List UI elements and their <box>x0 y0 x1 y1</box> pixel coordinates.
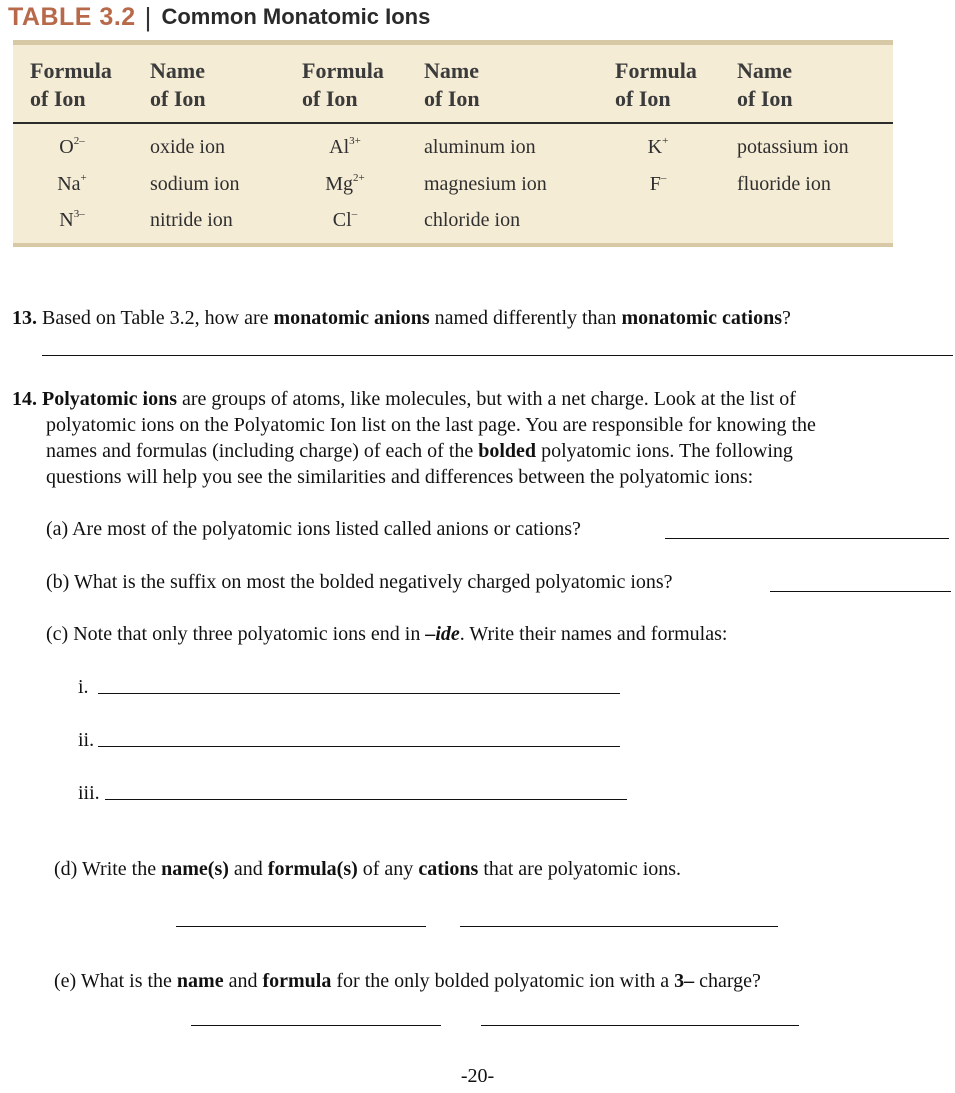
ion-name: sodium ion <box>150 173 240 195</box>
ion-name: fluoride ion <box>737 173 831 195</box>
table-title <box>8 0 430 34</box>
table-title-separator: | <box>144 1 152 32</box>
header-formula-3: Formula of Ion <box>615 58 697 111</box>
answer-line-14c-iii[interactable] <box>105 799 627 800</box>
ion-formula: Na+ <box>57 172 87 195</box>
table-bottom-border <box>13 243 893 247</box>
answer-line-14a[interactable] <box>665 538 949 539</box>
question-14d: (d) Write the name(s) and formula(s) of any cations that are polyatomic ions. <box>54 858 682 880</box>
ion-formula: Cl– <box>332 208 358 231</box>
ion-formula: $Al^{3+}$ <box>329 135 361 158</box>
ion-name: chloride ion <box>424 209 521 231</box>
table-top-border <box>13 40 893 45</box>
question-14e: (e) What is the name and formula for the only bolded polyatomic ion with a 3– charge? <box>54 970 761 992</box>
answer-line-14b[interactable] <box>770 591 951 592</box>
ion-formula: $O^{2-}$ <box>59 135 85 158</box>
header-formula-2: Formula of Ion <box>302 58 384 111</box>
page-number: -20- <box>460 1065 495 1087</box>
answer-line-14d-formula[interactable] <box>460 926 778 927</box>
header-name-3: Name of Ion <box>737 58 793 111</box>
table-label: TABLE 3.2 <box>8 2 136 31</box>
question-14c: (c) Note that only three polyatomic ions end in –ide. Write their names and formulas: <box>46 623 728 645</box>
ion-name: oxide ion <box>150 136 225 158</box>
ion-name: nitride ion <box>150 209 233 231</box>
answer-line-14e-formula[interactable] <box>481 1025 799 1026</box>
answer-line-13[interactable] <box>42 355 953 356</box>
ion-formula: K+ <box>647 135 669 158</box>
label-14c-ii: ii. <box>78 729 95 751</box>
ion-formula: $Mg^{2+}$ <box>325 172 365 195</box>
ion-name: aluminum ion <box>424 136 536 158</box>
question-14-line-4: questions will help you see the similarities and differences between the polyatomic ions: <box>46 466 754 488</box>
header-name-2: Name of Ion <box>424 58 480 111</box>
header-formula-1: Formula of Ion <box>30 58 112 111</box>
answer-line-14c-i[interactable] <box>98 693 620 694</box>
question-14-line-1: 14. Polyatomic ions are groups of atoms, like molecules, but with a net charge. Look at the list of <box>12 388 796 410</box>
question-14b: (b) What is the suffix on most the bolded negatively charged polyatomic ions? <box>46 571 673 593</box>
label-14c-iii: iii. <box>78 782 100 804</box>
ion-name: potassium ion <box>737 136 849 158</box>
answer-line-14c-ii[interactable] <box>98 746 620 747</box>
header-name-1: Name of Ion <box>150 58 206 111</box>
question-14-line-3: names and formulas (including charge) of each of the bolded polyatomic ions. The following <box>46 440 793 462</box>
ion-name: magnesium ion <box>424 173 547 195</box>
answer-line-14d-name[interactable] <box>176 926 426 927</box>
label-14c-i: i. <box>78 676 89 698</box>
answer-line-14e-name[interactable] <box>191 1025 441 1026</box>
question-14a: (a) Are most of the polyatomic ions listed called anions or cations? <box>46 518 581 540</box>
ion-formula: $N^{3-}$ <box>59 208 85 231</box>
table-caption: Common Monatomic Ions <box>161 4 431 29</box>
ion-formula: F– <box>649 172 667 195</box>
table-header-rule <box>13 122 893 124</box>
question-14-line-2: polyatomic ions on the Polyatomic Ion list on the last page. You are responsible for knowing the <box>46 414 816 436</box>
question-13: 13. Based on Table 3.2, how are monatomic anions named differently than monatomic cations? <box>12 307 791 329</box>
